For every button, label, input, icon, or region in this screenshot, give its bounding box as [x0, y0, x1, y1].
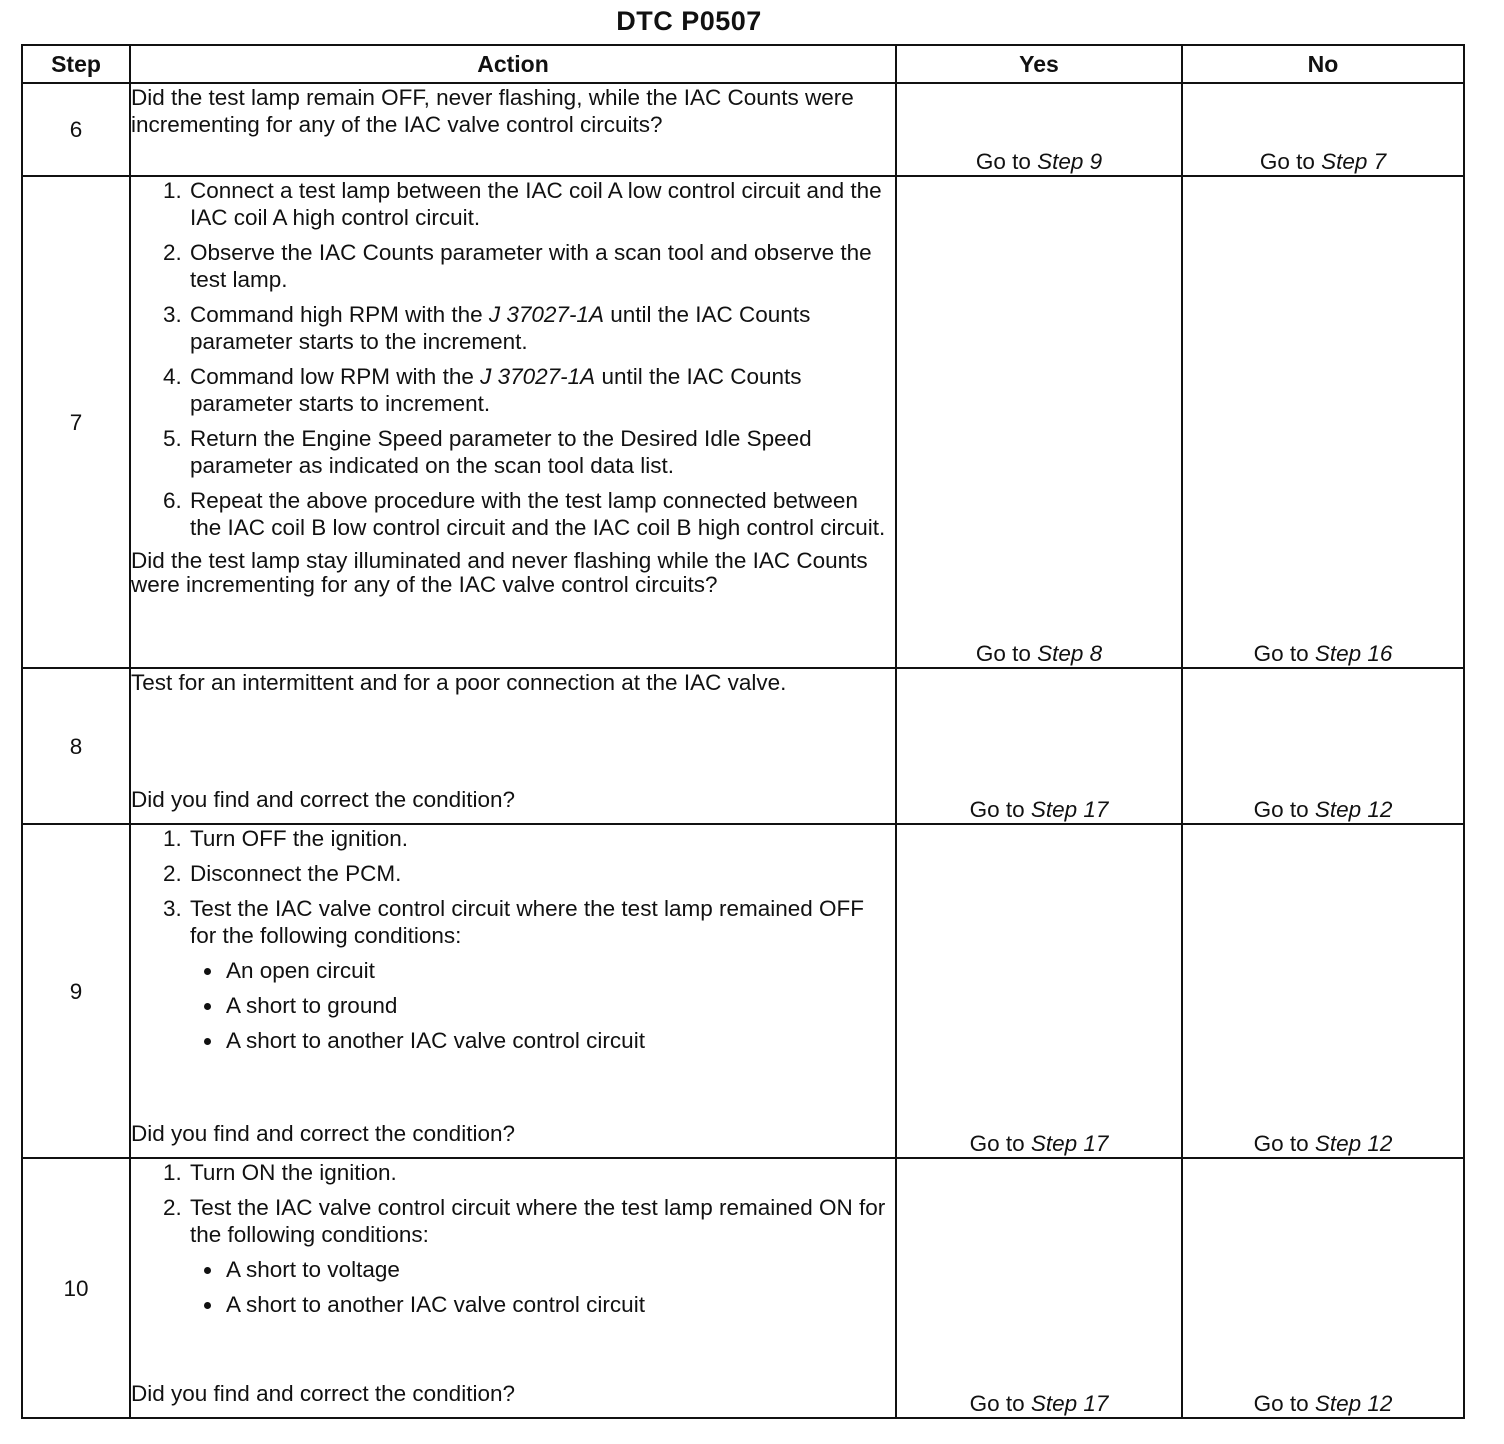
- no-step-link[interactable]: Step 12: [1314, 797, 1393, 822]
- diagnostic-table: [21, 44, 1465, 1419]
- list-item: 2. Observe the IAC Counts parameter with a scan tool and observe the test lamp.: [188, 239, 895, 293]
- table-row-step-9: [22, 824, 1464, 1158]
- action-text: Test for an intermittent and for a poor connection at the IAC valve.: [131, 670, 787, 695]
- action-cell: [130, 668, 896, 824]
- yes-step-link[interactable]: Step 17: [1030, 1391, 1109, 1416]
- step-number: 8: [22, 668, 130, 824]
- header-yes: Yes: [896, 45, 1182, 83]
- condition-item: • A short to another IAC valve control circuit: [224, 1027, 895, 1054]
- step-number: 6: [22, 83, 130, 176]
- yes-cell: Go to Step 17: [896, 1158, 1182, 1418]
- yes-step-link[interactable]: Step 9: [1037, 149, 1103, 174]
- yes-step-link[interactable]: Step 17: [1030, 797, 1109, 822]
- no-cell: Go to Step 12: [1182, 668, 1464, 824]
- header-row: [22, 45, 1464, 83]
- no-cell: Go to Step 12: [1182, 824, 1464, 1158]
- action-cell: [130, 1158, 896, 1418]
- step-number: 9: [22, 824, 130, 1158]
- list-item: 3. Command high RPM with the J 37027-1A until the IAC Counts parameter starts to the increment.: [188, 301, 895, 355]
- tool-reference: J 37027-1A: [488, 302, 604, 327]
- action-cell: [130, 824, 896, 1158]
- yes-cell: Go to Step 17: [896, 668, 1182, 824]
- condition-list: [190, 1256, 895, 1318]
- condition-item: • An open circuit: [224, 957, 895, 984]
- condition-item: • A short to voltage: [224, 1256, 895, 1283]
- list-item: 1. Turn ON the ignition.: [188, 1159, 895, 1186]
- list-item: 1. Connect a test lamp between the IAC coil A low control circuit and the IAC coil A high control circuit.: [188, 177, 895, 231]
- procedure-list: [131, 1159, 895, 1326]
- no-step-link[interactable]: Step 12: [1314, 1131, 1393, 1156]
- procedure-list: [131, 825, 895, 1062]
- no-step-link[interactable]: Step 12: [1314, 1391, 1393, 1416]
- no-step-link[interactable]: Step 7: [1321, 149, 1387, 174]
- action-question: Did the test lamp stay illuminated and never flashing while the IAC Counts were incrementing for any of the IAC valve control circuits?: [131, 548, 868, 597]
- action-cell: [130, 83, 896, 176]
- yes-cell: Go to Step 17: [896, 824, 1182, 1158]
- step-number: 10: [22, 1158, 130, 1418]
- yes-step-link[interactable]: Step 17: [1030, 1131, 1109, 1156]
- table-row-step-7: [22, 176, 1464, 668]
- table-row-step-6: [22, 83, 1464, 176]
- header-action: Action: [130, 45, 896, 83]
- no-cell: Go to Step 7: [1182, 83, 1464, 176]
- action-cell: [130, 176, 896, 668]
- condition-item: • A short to ground: [224, 992, 895, 1019]
- list-item: 2. Disconnect the PCM.: [188, 860, 895, 887]
- page-title: DTC P0507: [616, 6, 762, 36]
- tool-reference: J 37027-1A: [480, 364, 596, 389]
- yes-step-link[interactable]: Step 8: [1037, 641, 1103, 666]
- header-no: No: [1182, 45, 1464, 83]
- action-question: Did you find and correct the condition?: [131, 1381, 515, 1406]
- condition-list: [190, 957, 895, 1054]
- no-cell: Go to Step 16: [1182, 176, 1464, 668]
- header-step: Step: [22, 45, 130, 83]
- step-number: 7: [22, 176, 130, 668]
- list-item: 2. Test the IAC valve control circuit where the test lamp remained ON for the following conditions: • A short to voltage • A short to another IAC valve control circuit: [188, 1194, 895, 1318]
- yes-cell: Go to Step 9: [896, 83, 1182, 176]
- table-row-step-8: [22, 668, 1464, 824]
- action-question: Did you find and correct the condition?: [131, 787, 515, 812]
- procedure-list: [131, 177, 895, 541]
- list-item: 5. Return the Engine Speed parameter to the Desired Idle Speed parameter as indicated on the scan tool data list.: [188, 425, 895, 479]
- action-question: Did you find and correct the condition?: [131, 1121, 515, 1146]
- action-question: Did the test lamp remain OFF, never flashing, while the IAC Counts were incrementing for any of the IAC valve control circuits?: [131, 85, 854, 137]
- yes-cell: Go to Step 8: [896, 176, 1182, 668]
- no-cell: Go to Step 12: [1182, 1158, 1464, 1418]
- list-item: 1. Turn OFF the ignition.: [188, 825, 895, 852]
- list-item: 6. Repeat the above procedure with the test lamp connected between the IAC coil B low control circuit and the IAC coil B high control circuit.: [188, 487, 895, 541]
- condition-item: • A short to another IAC valve control circuit: [224, 1291, 895, 1318]
- table-row-step-10: [22, 1158, 1464, 1418]
- list-item: 4. Command low RPM with the J 37027-1A until the IAC Counts parameter starts to increment.: [188, 363, 895, 417]
- list-item: 3. Test the IAC valve control circuit where the test lamp remained OFF for the following conditions: • An open circuit • A short to ground • A short to another IAC valve control circuit: [188, 895, 895, 1054]
- no-step-link[interactable]: Step 16: [1314, 641, 1393, 666]
